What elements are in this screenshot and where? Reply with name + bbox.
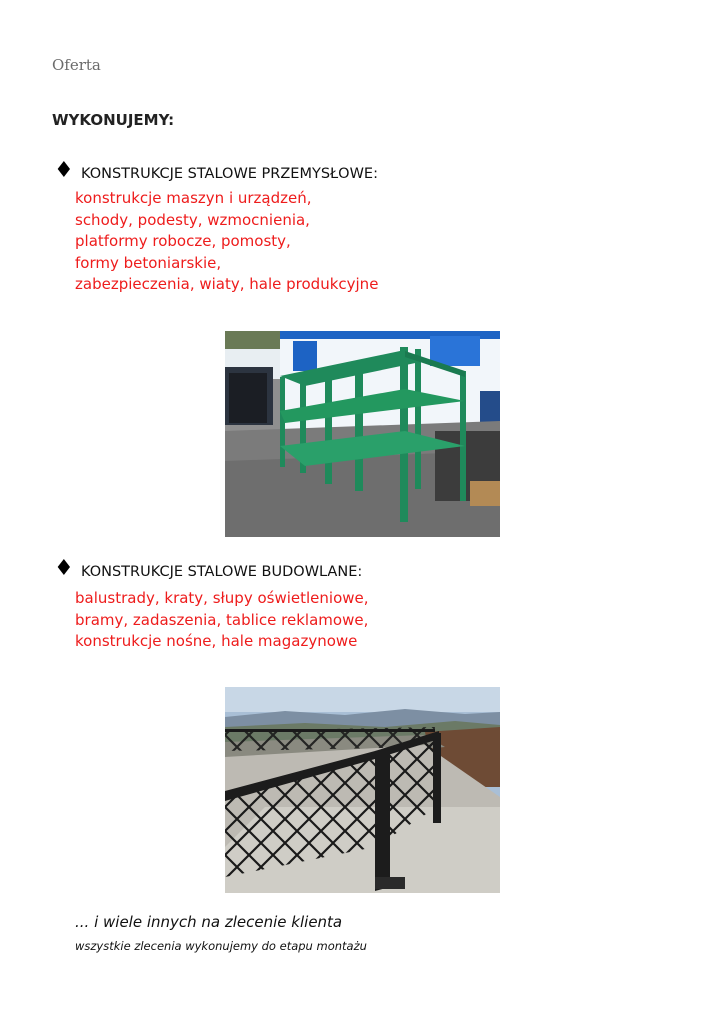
- list-item: bramy, zadaszenia, tablice reklamowe,: [75, 610, 369, 629]
- category-items-construction: [75, 588, 369, 653]
- section-title: WYKONUJEMY:: [52, 111, 175, 129]
- list-item: balustrady, kraty, słupy oświetleniowe,: [75, 589, 369, 607]
- list-item: konstrukcje nośne, hale magazynowe: [75, 632, 358, 650]
- list-item: platformy robocze, pomosty,: [75, 232, 291, 250]
- diamond-bullet-icon: ♦: [54, 158, 74, 183]
- list-item: formy betoniarskie,: [75, 253, 222, 272]
- list-item: zabezpieczenia, wiaty, hale produkcyjne: [75, 275, 379, 293]
- page-header-title: Oferta: [52, 56, 101, 74]
- footer-line-1: ... i wiele innych na zlecenie klienta: [75, 913, 343, 931]
- list-item: konstrukcje maszyn i urządzeń,: [75, 189, 312, 207]
- photo-industrial-shelving: [225, 331, 500, 537]
- footer-line-2: wszystkie zlecenia wykonujemy do etapu montażu: [75, 939, 367, 953]
- category-heading-construction: KONSTRUKCJE STALOWE BUDOWLANE:: [81, 564, 363, 580]
- diamond-bullet-icon: ♦: [54, 556, 74, 581]
- list-item: schody, podesty, wzmocnienia,: [75, 210, 310, 229]
- category-items-industrial: [75, 188, 378, 296]
- category-heading-industrial: KONSTRUKCJE STALOWE PRZEMYSŁOWE:: [81, 166, 378, 182]
- photo-balustrade-viewpoint: [225, 687, 500, 893]
